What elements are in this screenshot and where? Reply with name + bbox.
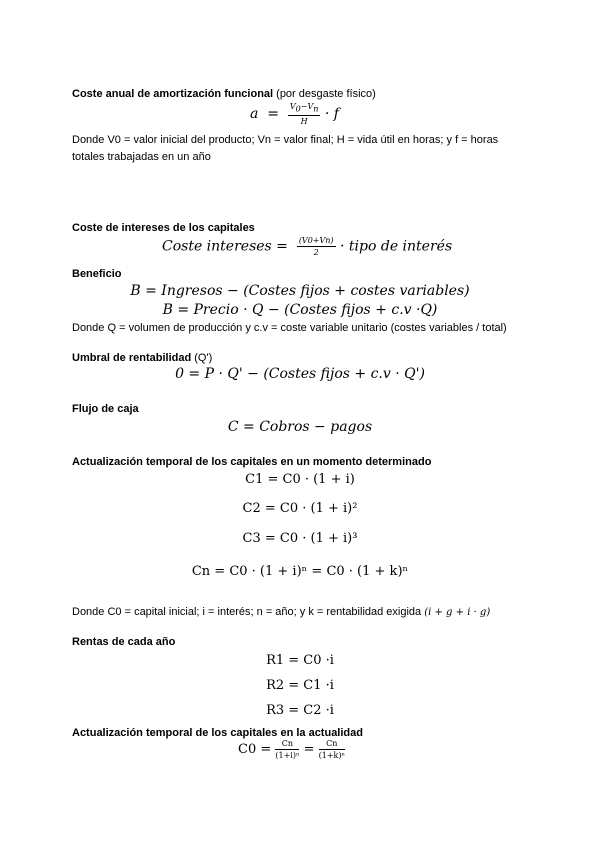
formula-flujo: C = Cobros − pagos (227, 419, 373, 435)
formula-c1: C1 = C0 · (1 + i) (245, 472, 355, 487)
section-title-flujo: Flujo de caja (72, 403, 139, 415)
formula-beneficio-1: B = Ingresos − (Costes fijos + costes variables) (130, 283, 470, 299)
description-amortizacion: Donde V0 = valor inicial del producto; Vn = valor final; H = vida útil en horas; y f = horas (72, 134, 499, 146)
formula-r1: R1 = C0 ·i (266, 653, 334, 668)
section-title-amortizacion: Coste anual de amortización funcional (por desgaste físico) (72, 88, 376, 100)
formula-cn: Cn = C0 · (1 + i)ⁿ = C0 · (1 + k)ⁿ (191, 564, 409, 579)
description-amortizacion-cont: totales trabajadas en un año (72, 151, 211, 163)
section-title-actualizacion-momento: Actualización temporal de los capitales en un momento determinado (72, 456, 432, 468)
formula-c2: C2 = C0 · (1 + i)² (242, 501, 358, 516)
section-title-umbral: Umbral de rentabilidad (Q') (72, 352, 213, 364)
formula-intereses: Coste intereses = $\frac{(V0+Vn)}{2}$ · tipo de interés (162, 236, 453, 257)
formula-umbral: 0 = P · Q' − (Costes fijos + c.v · Q') (175, 366, 425, 382)
formula-beneficio-2: B = Precio · Q − (Costes fijos + c.v ·Q) (162, 302, 438, 318)
section-title-intereses: Coste de intereses de los capitales (72, 222, 255, 234)
fraction: $\frac{Cn}{\text{(1+i)ⁿ}}$ (275, 739, 300, 760)
formula-amortizacion: a = $\frac{V_0-V_n}{H}$ · f (250, 102, 339, 126)
fraction: $\frac{V_0-V_n}{H}$ (289, 102, 319, 126)
section-title-beneficio: Beneficio (72, 268, 122, 280)
formula-r3: R3 = C2 ·i (266, 703, 334, 718)
fraction: $\frac{(V0+Vn)}{2}$ (298, 236, 334, 257)
formula-r2: R2 = C1 ·i (266, 678, 334, 693)
description-beneficio: Donde Q = volumen de producción y c.v = coste variable unitario (costes variables / total) (72, 322, 507, 334)
section-title-rentas: Rentas de cada año (72, 636, 176, 648)
formula-c0: C0 = $\frac{Cn}{\text{(1+i)ⁿ}}$ = $\frac{Cn}{\text{(1+k)ⁿ}}$ (238, 739, 345, 760)
formula-c3: C3 = C0 · (1 + i)³ (242, 531, 358, 546)
fraction: $\frac{Cn}{\text{(1+k)ⁿ}}$ (318, 739, 345, 760)
description-actualizacion: Donde C0 = capital inicial; i = interés; n = año; y k = rentabilidad exigida (i + g + i · g) (72, 606, 491, 618)
section-title-actualizacion-actualidad: Actualización temporal de los capitales en la actualidad (72, 727, 363, 739)
